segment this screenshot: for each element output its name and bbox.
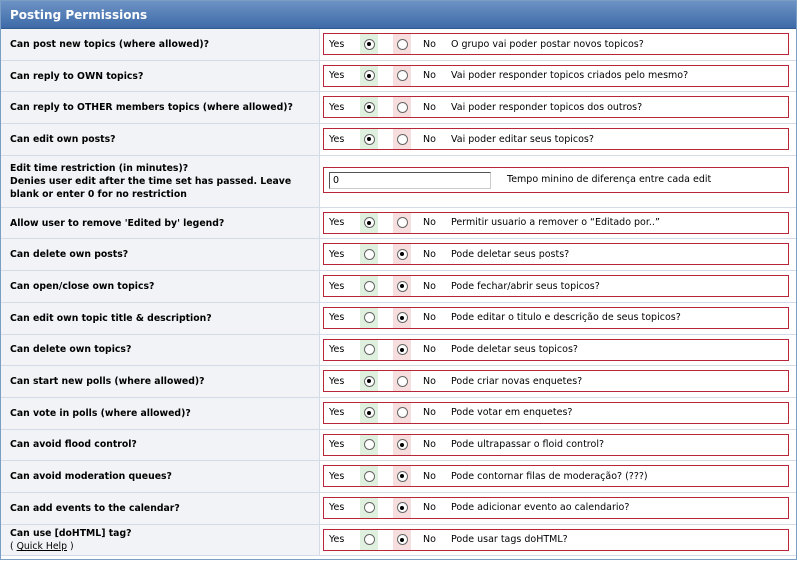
yes-radio[interactable] [364, 217, 375, 228]
yes-radio-cell [360, 340, 378, 360]
no-label: No [423, 312, 436, 324]
yes-radio[interactable] [364, 502, 375, 513]
permission-label-text: Can post new topics (where allowed)? [10, 38, 210, 50]
setting-description: Pode criar novas enquetes? [451, 375, 583, 387]
setting-box [323, 529, 789, 551]
yes-radio-cell [360, 34, 378, 54]
permission-row [1, 208, 796, 240]
permission-label [1, 29, 320, 60]
setting-box [323, 65, 789, 87]
permission-row [1, 156, 796, 208]
setting-description: Pode usar tags doHTML? [451, 534, 568, 546]
permission-row [1, 124, 796, 156]
yes-label: Yes [329, 280, 345, 292]
permission-label-title: Edit time restriction (in minutes)? [10, 162, 189, 174]
setting-description: Vai poder responder topicos criados pelo mesmo? [451, 70, 689, 82]
no-radio[interactable] [397, 471, 408, 482]
setting-description: Vai poder editar seus topicos? [451, 133, 594, 145]
no-radio[interactable] [397, 312, 408, 323]
permission-label [1, 124, 320, 155]
no-radio-cell [393, 244, 411, 264]
yes-label: Yes [329, 407, 345, 419]
permission-label-text: Can delete own topics? [10, 344, 132, 356]
yes-label: Yes [329, 439, 345, 451]
setting-box [323, 465, 789, 487]
permission-row [1, 430, 796, 462]
permission-label [1, 303, 320, 334]
no-radio-cell [393, 498, 411, 518]
no-radio[interactable] [397, 439, 408, 450]
setting-box [323, 167, 789, 193]
permission-label-text: Can reply to OWN topics? [10, 70, 144, 82]
no-radio-cell [393, 340, 411, 360]
yes-radio[interactable] [364, 534, 375, 545]
yes-radio[interactable] [364, 39, 375, 50]
permission-label [1, 525, 320, 556]
yes-radio-cell [360, 308, 378, 328]
permission-label [1, 271, 320, 302]
setting-box [323, 243, 789, 265]
no-radio-cell [393, 435, 411, 455]
no-label: No [423, 133, 436, 145]
yes-label: Yes [329, 375, 345, 387]
no-label: No [423, 502, 436, 514]
setting-box [323, 212, 789, 234]
permission-row [1, 239, 796, 271]
yes-label: Yes [329, 344, 345, 355]
permission-row [1, 461, 796, 493]
setting-description: Permitir usuario a remover o “Editado por..” [451, 217, 660, 229]
yes-label: Yes [329, 70, 345, 82]
no-radio-cell [393, 403, 411, 423]
yes-radio-cell [360, 97, 378, 117]
yes-radio[interactable] [364, 134, 375, 145]
no-label: No [423, 344, 436, 355]
yes-radio[interactable] [364, 281, 375, 292]
permission-label-text: Can vote in polls (where allowed)? [10, 407, 191, 419]
yes-label: Yes [329, 502, 345, 514]
yes-radio-cell [360, 371, 378, 391]
yes-label: Yes [329, 470, 345, 482]
yes-radio[interactable] [364, 102, 375, 113]
permission-row [1, 92, 796, 124]
no-radio[interactable] [397, 249, 408, 260]
no-label: No [423, 280, 436, 292]
no-label: No [423, 407, 436, 419]
setting-box [323, 339, 789, 361]
no-radio-cell [393, 466, 411, 486]
setting-box [323, 96, 789, 118]
yes-radio[interactable] [364, 376, 375, 387]
no-label: No [423, 534, 436, 546]
yes-label: Yes [329, 217, 345, 229]
permission-row [1, 525, 796, 557]
yes-radio-cell [360, 530, 378, 550]
permission-label-hint: Denies user edit after the time set has passed. Leave blank or enter 0 for no restriction [10, 175, 292, 200]
permission-label-text: Can delete own posts? [10, 249, 129, 261]
permission-label [1, 156, 320, 207]
no-label: No [423, 217, 436, 229]
setting-description: Pode deletar seus posts? [451, 248, 570, 260]
permission-label [1, 239, 320, 270]
yes-label: Yes [329, 248, 345, 260]
permission-label [1, 366, 320, 397]
no-radio-cell [393, 308, 411, 328]
setting-box [323, 370, 789, 392]
permission-row [1, 303, 796, 335]
no-label: No [423, 101, 436, 113]
yes-radio-cell [360, 129, 378, 149]
yes-radio[interactable] [364, 344, 375, 355]
permission-row [1, 493, 796, 525]
permission-label [1, 430, 320, 461]
no-radio[interactable] [397, 376, 408, 387]
yes-radio-cell [360, 244, 378, 264]
setting-description: O grupo vai poder postar novos topicos? [451, 38, 644, 50]
no-radio[interactable] [397, 39, 408, 50]
quick-help [10, 540, 319, 553]
permission-row [1, 29, 796, 61]
permission-label-text: Can avoid flood control? [10, 439, 137, 451]
setting-box [323, 434, 789, 456]
no-radio[interactable] [397, 102, 408, 113]
permission-label-text: Can avoid moderation queues? [10, 471, 172, 483]
permission-label [1, 61, 320, 92]
permission-label-text: Allow user to remove 'Edited by' legend? [10, 217, 225, 229]
no-radio[interactable] [397, 70, 408, 81]
permission-label-text: Can reply to OTHER members topics (where allowed)? [10, 102, 293, 114]
permission-label-text: Can edit own topic title & description? [10, 312, 212, 324]
no-label: No [423, 38, 436, 50]
yes-radio[interactable] [364, 249, 375, 260]
no-label: No [423, 70, 436, 82]
yes-radio[interactable] [364, 439, 375, 450]
yes-radio[interactable] [364, 70, 375, 81]
permission-label-text: Can add events to the calendar? [10, 502, 180, 514]
yes-radio[interactable] [364, 312, 375, 323]
no-radio[interactable] [397, 344, 408, 355]
setting-description: Tempo minino de diferença entre cada edit [507, 174, 712, 186]
no-radio-cell [393, 97, 411, 117]
permission-label [1, 398, 320, 429]
permission-row [1, 335, 796, 367]
permission-label [1, 335, 320, 366]
permissions-list [1, 29, 796, 556]
permission-label-text: Can edit own posts? [10, 133, 116, 145]
yes-radio[interactable] [364, 471, 375, 482]
yes-radio-cell [360, 276, 378, 296]
no-radio[interactable] [397, 217, 408, 228]
setting-box [323, 307, 789, 329]
yes-label: Yes [329, 133, 345, 145]
edit-time-input[interactable] [329, 172, 491, 189]
setting-description: Pode votar em enquetes? [451, 407, 573, 419]
yes-label: Yes [329, 312, 345, 324]
quick-help-link[interactable]: Quick Help [16, 540, 68, 552]
no-label: No [423, 439, 436, 451]
no-radio-cell [393, 34, 411, 54]
no-radio-cell [393, 213, 411, 233]
yes-radio-cell [360, 466, 378, 486]
setting-description: Pode ultrapassar o floid control? [451, 439, 604, 451]
quick-help-open-paren: ( [10, 540, 17, 552]
no-radio[interactable] [397, 281, 408, 292]
yes-radio-cell [360, 403, 378, 423]
no-label: No [423, 375, 436, 387]
setting-description: Pode editar o titulo e descrição de seus topicos? [451, 312, 681, 324]
permission-label-text: Can open/close own topics? [10, 280, 155, 292]
yes-radio-cell [360, 213, 378, 233]
permission-label [1, 493, 320, 524]
setting-box [323, 275, 789, 297]
setting-description: Vai poder responder topicos dos outros? [451, 101, 643, 113]
yes-radio[interactable] [364, 407, 375, 418]
no-radio[interactable] [397, 134, 408, 145]
no-radio-cell [393, 371, 411, 391]
quick-help-close-paren: ) [67, 540, 74, 552]
permission-label [1, 92, 320, 123]
no-radio-cell [393, 129, 411, 149]
setting-description: Pode adicionar evento ao calendario? [451, 502, 630, 514]
setting-box [323, 128, 789, 150]
yes-label: Yes [329, 101, 345, 113]
no-label: No [423, 470, 436, 482]
panel-title: Posting Permissions [10, 8, 148, 22]
permission-row [1, 61, 796, 93]
permission-label [1, 208, 320, 239]
yes-label: Yes [329, 38, 345, 50]
permission-label-text: Can use [doHTML] tag? [10, 527, 132, 539]
permission-row [1, 398, 796, 430]
permission-label [1, 461, 320, 492]
no-radio[interactable] [397, 407, 408, 418]
yes-radio-cell [360, 498, 378, 518]
setting-box [323, 497, 789, 519]
no-label: No [423, 248, 436, 260]
yes-label: Yes [329, 534, 345, 546]
setting-box [323, 402, 789, 424]
setting-description: Pode contornar filas de moderação? (???) [451, 470, 648, 482]
no-radio-cell [393, 276, 411, 296]
permission-row [1, 271, 796, 303]
no-radio-cell [393, 66, 411, 86]
permission-row [1, 366, 796, 398]
no-radio[interactable] [397, 502, 408, 513]
yes-radio-cell [360, 435, 378, 455]
setting-description: Pode fechar/abrir seus topicos? [451, 280, 600, 292]
setting-box [323, 33, 789, 55]
no-radio[interactable] [397, 534, 408, 545]
panel-header [1, 1, 796, 29]
yes-radio-cell [360, 66, 378, 86]
setting-description: Pode deletar seus topicos? [451, 344, 578, 355]
permission-label-text: Can start new polls (where allowed)? [10, 376, 205, 388]
no-radio-cell [393, 530, 411, 550]
